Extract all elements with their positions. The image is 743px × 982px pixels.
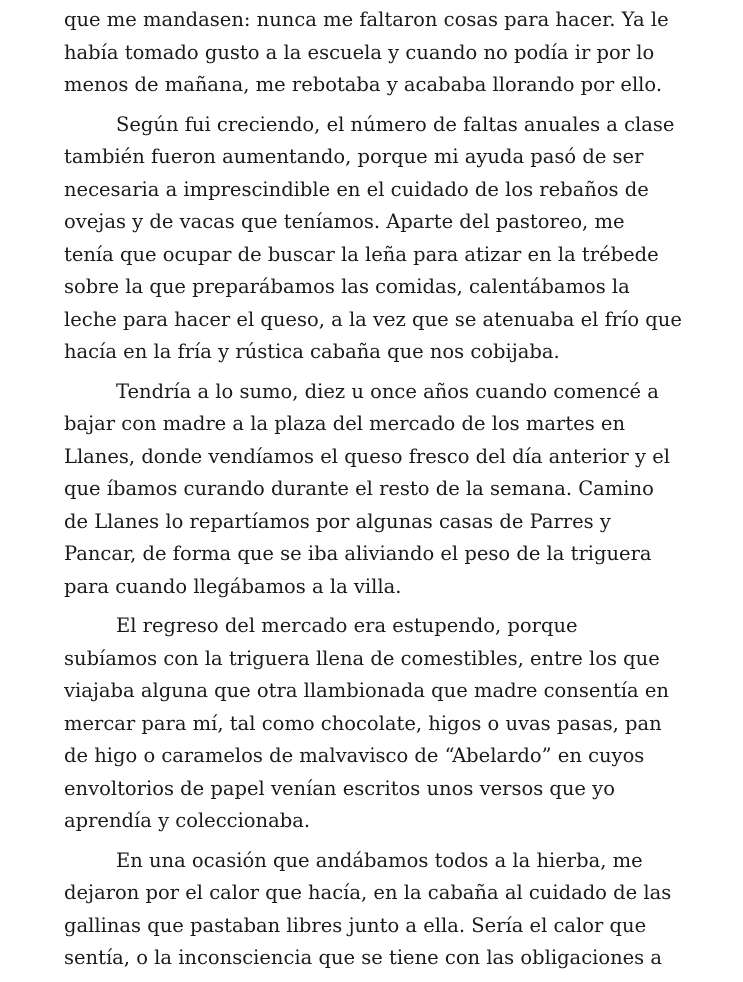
- text-line: que me mandasen: nunca me faltaron cosas para hacer. Ya le: [64, 8, 669, 31]
- paragraph-4: [64, 610, 669, 838]
- text-line: Pancar, de forma que se iba aliviando el peso de la triguera: [64, 542, 652, 565]
- document-page: [64, 4, 682, 982]
- text-line: leche para hacer el queso, a la vez que se atenuaba el frío que: [64, 307, 682, 331]
- text-line: Según fui creciendo, el número de faltas anuales a clase: [116, 112, 675, 136]
- paragraph-2: [64, 109, 682, 369]
- text-line: de Llanes lo repartíamos por algunas casas de Parres y: [64, 509, 611, 533]
- text-line: que íbamos curando durante el resto de la semana. Camino: [64, 477, 654, 500]
- paragraph-5: [64, 845, 672, 975]
- text-line: subíamos con la triguera llena de comestibles, entre los que: [64, 646, 660, 670]
- text-line: Tendría a lo sumo, diez u once años cuando comencé a: [116, 379, 659, 403]
- text-line: ovejas y de vacas que teníamos. Aparte del pastoreo, me: [64, 210, 625, 233]
- text-line: Llanes, donde vendíamos el queso fresco del día anterior y el: [64, 444, 671, 468]
- text-line: envoltorios de papel venían escritos unos versos que yo: [64, 776, 615, 800]
- text-line: tenía que ocupar de buscar la leña para atizar en la trébede: [64, 242, 659, 266]
- text-line: En una ocasión que andábamos todos a la hierba, me: [116, 848, 643, 872]
- text-line: El regreso del mercado era estupendo, porque: [116, 614, 578, 637]
- text-line: hacía en la fría y rústica cabaña que nos cobijaba.: [64, 340, 560, 363]
- text-line: bajar con madre a la plaza del mercado de los martes en: [64, 412, 626, 435]
- text-line: para cuando llegábamos a la villa.: [64, 574, 402, 598]
- text-line: aprendía y coleccionaba.: [64, 809, 311, 832]
- paragraph-1: [64, 4, 669, 102]
- paragraph-3: [64, 376, 671, 604]
- text-line: necesaria a imprescindible en el cuidado de los rebaños de: [64, 177, 649, 201]
- text-line: gallinas que pastaban libres junto a ella. Sería el calor que: [64, 913, 647, 937]
- text-line: viajaba alguna que otra llambionada que madre consentía en: [64, 679, 669, 702]
- text-line: también fueron aumentando, porque mi ayuda pasó de ser: [64, 145, 644, 168]
- text-line: dejaron por el calor que hacía, en la cabaña al cuidado de las: [64, 881, 672, 904]
- text-line: había tomado gusto a la escuela y cuando no podía ir por lo: [64, 40, 655, 64]
- text-line: sentía, o la inconsciencia que se tiene con las obligaciones a: [64, 946, 663, 969]
- text-line: menos de mañana, me rebotaba y acababa llorando por ello.: [64, 73, 663, 96]
- text-line: de higo o caramelos de malvavisco de “Abelardo” en cuyos: [64, 744, 645, 767]
- text-line: sobre la que preparábamos las comidas, calentábamos la: [64, 275, 630, 298]
- text-line: mercar para mí, tal como chocolate, higos o uvas pasas, pan: [64, 711, 662, 735]
